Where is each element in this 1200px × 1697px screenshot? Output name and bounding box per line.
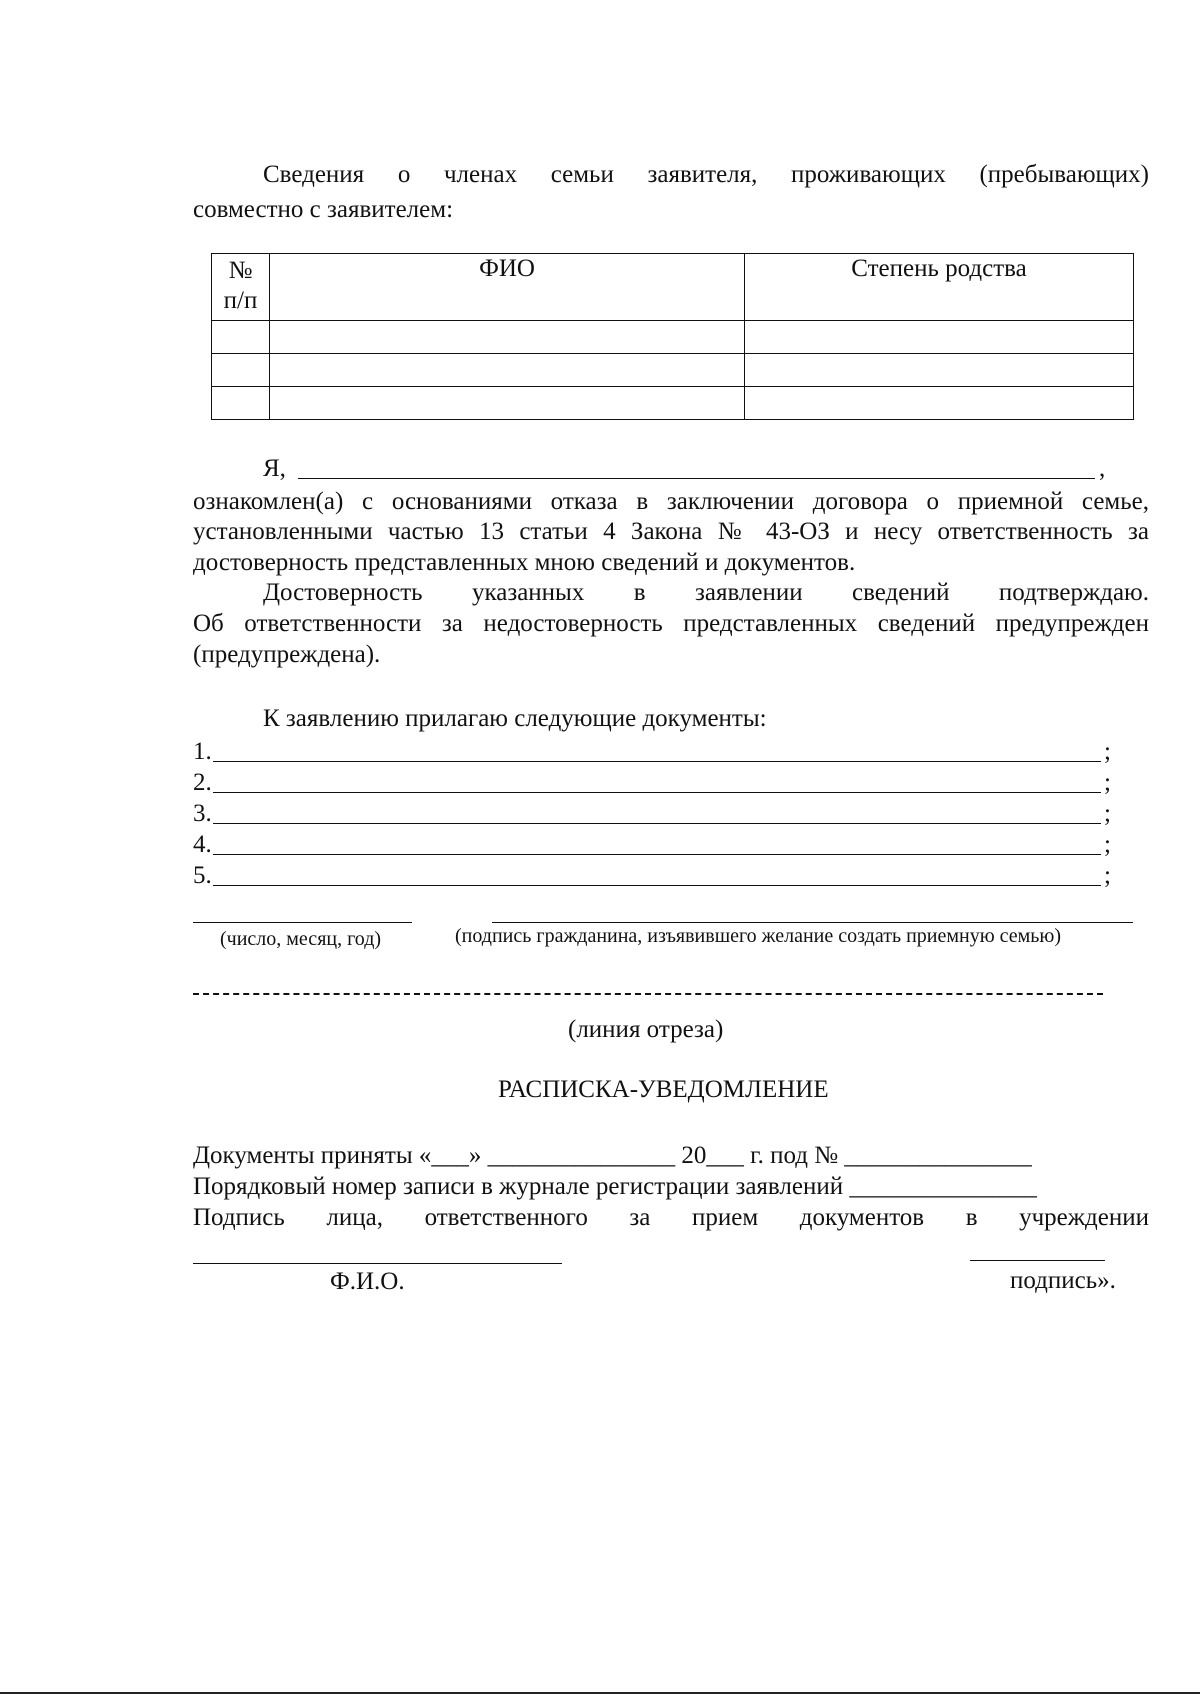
- scan-edge-line: [0, 1692, 1200, 1694]
- document-field[interactable]: [213, 854, 1101, 855]
- row-3-num[interactable]: [212, 387, 270, 420]
- declaration-line-6: (предупреждена).: [193, 641, 381, 668]
- declaration-ya: Я,: [263, 455, 286, 482]
- intro-line-2: совместно с заявителем:: [193, 196, 454, 223]
- document-field[interactable]: [213, 823, 1101, 824]
- documents-heading: К заявлению прилагаю следующие документы:: [263, 705, 767, 732]
- declaration-line-2: установленными частью 13 статьи 4 Закона № 43-ОЗ и несу ответственность за: [193, 518, 1149, 545]
- table-row: [212, 321, 1134, 354]
- date-field[interactable]: [193, 922, 412, 923]
- document-number: 3.: [193, 800, 212, 827]
- declaration-line-3: достоверность представленных мною сведений и документов.: [193, 549, 856, 576]
- citizen-signature-field[interactable]: [492, 922, 1133, 923]
- receipt-responsible-sign: Подпись лица, ответственного за прием документов в учреждении: [193, 1204, 1149, 1231]
- citizen-signature-caption: (подпись гражданина, изъявившего желание создать приемную семью): [455, 925, 1062, 947]
- document-field[interactable]: [213, 761, 1101, 762]
- receipt-fio-caption: Ф.И.О.: [330, 1268, 405, 1295]
- declaration-line-1: ознакомлен(а) с основаниями отказа в заключении договора о приемной семье,: [193, 488, 1149, 515]
- document-item-2: [193, 768, 1111, 798]
- row-1-relation[interactable]: [745, 321, 1134, 354]
- document-field[interactable]: [213, 792, 1101, 793]
- row-2-fio[interactable]: [270, 354, 745, 387]
- declarant-name-field[interactable]: [298, 478, 1095, 479]
- row-1-num[interactable]: [212, 321, 270, 354]
- declaration-comma: ,: [1099, 455, 1106, 482]
- document-end: ;: [1104, 862, 1111, 889]
- receipt-docs-accepted: Документы приняты «___» _______________ 20___ г. под № _______________: [193, 1142, 1032, 1169]
- receipt-title: РАСПИСКА-УВЕДОМЛЕНИЕ: [498, 1076, 829, 1103]
- document-item-4: [193, 830, 1111, 860]
- row-2-relation[interactable]: [745, 354, 1134, 387]
- table-row: [212, 387, 1134, 420]
- row-2-num[interactable]: [212, 354, 270, 387]
- document-end: ;: [1104, 800, 1111, 827]
- row-3-relation[interactable]: [745, 387, 1134, 420]
- document-item-5: [193, 861, 1111, 891]
- cut-line: [193, 993, 1103, 995]
- row-3-fio[interactable]: [270, 387, 745, 420]
- responsible-fio-field[interactable]: [193, 1263, 562, 1264]
- intro-line-1: Сведения о членах семьи заявителя, проживающих (пребывающих): [263, 161, 1149, 188]
- table-row: [212, 354, 1134, 387]
- document-number: 4.: [193, 831, 212, 858]
- document-number: 2.: [193, 769, 212, 796]
- document-number: 5.: [193, 862, 212, 889]
- declaration-line-4: Достоверность указанных в заявлении сведений подтверждаю.: [263, 579, 1149, 606]
- document-field[interactable]: [213, 885, 1101, 886]
- declaration-line-5: Об ответственности за недостоверность представленных сведений предупрежден: [193, 610, 1149, 637]
- cut-line-caption: (линия отреза): [568, 1016, 724, 1043]
- document-end: ;: [1104, 831, 1111, 858]
- row-1-fio[interactable]: [270, 321, 745, 354]
- document-end: ;: [1104, 769, 1111, 796]
- document-number: 1.: [193, 738, 212, 765]
- header-number: № п/п: [212, 254, 270, 321]
- receipt-sign-caption: подпись».: [1010, 1267, 1116, 1294]
- header-relation: Степень родства: [745, 254, 1134, 321]
- receipt-journal-number: Порядковый номер записи в журнале регистрации заявлений _______________: [193, 1173, 1037, 1200]
- document-item-1: [193, 737, 1111, 767]
- document-end: ;: [1104, 738, 1111, 765]
- family-members-table: [211, 253, 1134, 420]
- responsible-signature-field[interactable]: [970, 1260, 1105, 1261]
- table-header-row: [212, 254, 1134, 321]
- header-fio: ФИО: [270, 254, 745, 321]
- date-caption: (число, месяц, год): [220, 928, 382, 950]
- document-item-3: [193, 799, 1111, 829]
